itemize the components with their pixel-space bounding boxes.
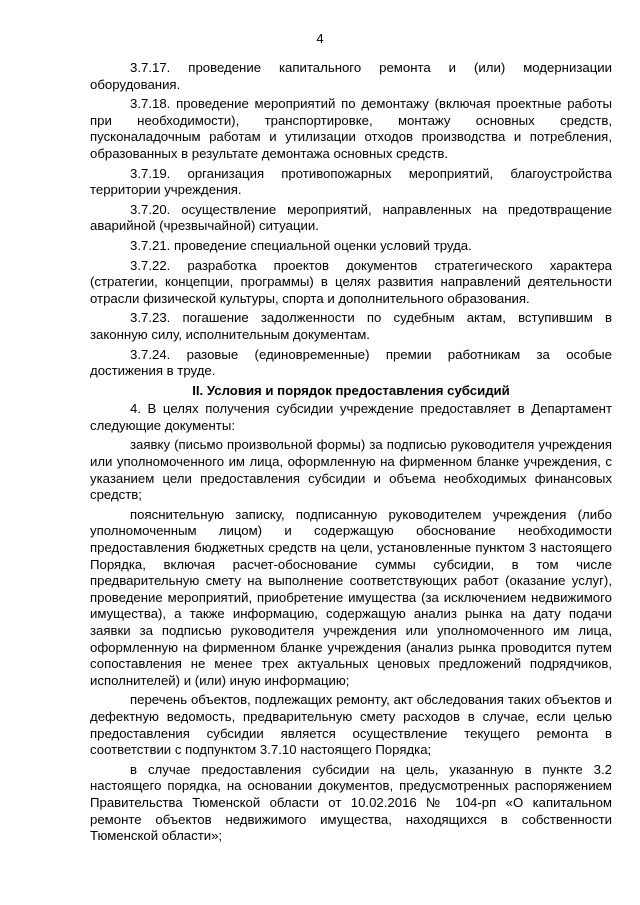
paragraph-3-7-23: 3.7.23. погашение задолженности по судебным актам, вступившим в законную силу, исполнительным документам.	[90, 310, 612, 342]
paragraph-3-7-20: 3.7.20. осуществление мероприятий, направленных на предотвращение аварийной (чрезвычайной) ситуации.	[90, 201, 612, 234]
paragraph-3-7-18: 3.7.18. проведение мероприятий по демонтажу (включая проектные работы при необходимости), транспортировке, монтажу основных средств, пусконаладочным работам и утилизации отходов производства и потребления, образованных в результате демонтажа основных средств.	[90, 96, 612, 161]
paragraph-capital-repair-case: в случае предоставления субсидии на цель, указанную в пункте 3.2 настоящего порядка, на основании документов, предусмотренных распоряжением Правительства Тюменской области от 10.02.2016 № 104-рп «О капитальном ремонте объектов недвижимого имущества, находящихся в собственности Тюменской области»;	[90, 761, 612, 844]
paragraph-3-7-24: 3.7.24. разовые (единовременные) премии работникам за особые достижения в труде.	[90, 346, 612, 379]
paragraph-4-intro: 4. В целях получения субсидии учреждение предоставляет в Департамент следующие документы:	[90, 401, 612, 433]
section-heading: II. Условия и порядок предоставления субсидий	[192, 382, 510, 398]
document-body	[90, 60, 612, 845]
paragraph-3-7-21: 3.7.21. проведение специальной оценки условий труда.	[130, 237, 472, 253]
paragraph-explanatory-note: пояснительную записку, подписанную руководителем учреждения (либо уполномоченным лицом) и содержащую обоснование необходимости предоставления бюджетных средств на цели, установленные пунктом 3 настоящего Порядка, включая расчет-обоснование суммы субсидии, в том числе предварительную смету на выполнение соответствующих работ (оказание услуг), проведение мероприятий, приобретение имущества (за исключением недвижимого имущества), а также информацию, содержащую анализ рынка на дату подачи заявки за подписью руководителя учреждения или уполномоченного им лица, оформленную на фирменном бланке учреждения (анализ рынка проводится путем сопоставления не менее трех актуальных ценовых предложений подрядчиков, исполнителей) и (или) иную информацию;	[90, 506, 612, 688]
paragraph-3-7-22: 3.7.22. разработка проектов документов стратегического характера (стратегии, концепции, программы) в целях развития направлений деятельности отрасли физической культуры, спорта и дополнительного образования.	[90, 257, 612, 306]
paragraph-repair-objects-list: перечень объектов, подлежащих ремонту, акт обследования таких объектов и дефектную ведомость, предварительную смету расходов в случае, если целью предоставления субсидии является осуществление текущего ремонта в соответствии с подпунктом 3.7.10 настоящего Порядка;	[90, 692, 612, 758]
paragraph-3-7-17: 3.7.17. проведение капитального ремонта и (или) модернизации оборудования.	[90, 60, 612, 92]
paragraph-application: заявку (письмо произвольной формы) за подписью руководителя учреждения или уполномоченного им лица, оформленную на фирменном бланке учреждения, с указанием цели предоставления субсидии и объема необходимых финансовых средств;	[90, 437, 612, 503]
page-number: 4	[316, 31, 324, 46]
paragraph-3-7-19: 3.7.19. организация противопожарных мероприятий, благоустройства территории учреждения.	[90, 165, 612, 198]
